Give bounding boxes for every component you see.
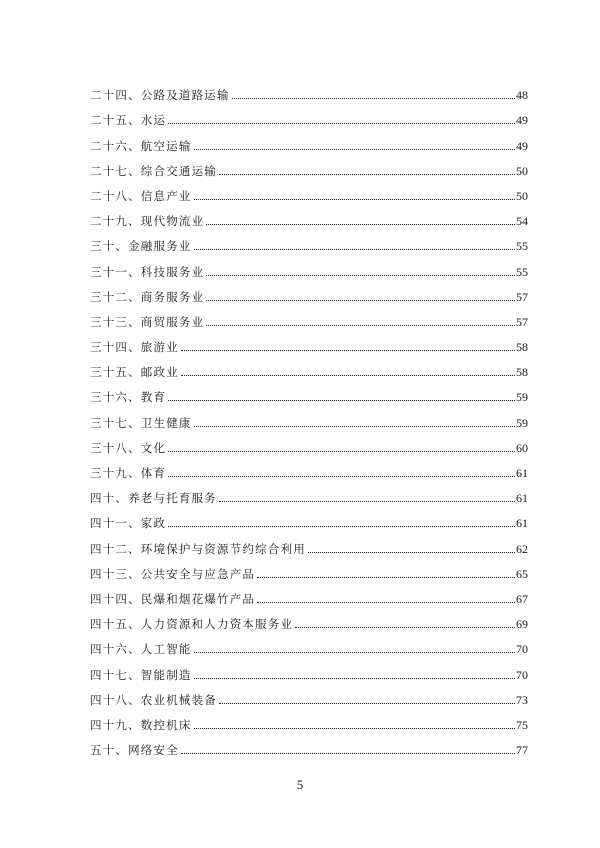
dot-leader bbox=[308, 552, 515, 553]
toc-entry-title: 四十一、家政 bbox=[90, 516, 167, 531]
toc-entry-page: 57 bbox=[516, 289, 528, 304]
dot-leader bbox=[168, 476, 515, 477]
toc-entry-page: 50 bbox=[516, 163, 528, 178]
dot-leader bbox=[206, 275, 515, 276]
dot-leader bbox=[194, 199, 515, 200]
toc-entry-title: 四十三、公共安全与应急产品 bbox=[90, 566, 256, 581]
toc-entry-page: 61 bbox=[516, 466, 528, 480]
dot-leader bbox=[194, 728, 515, 729]
toc-entry[interactable] bbox=[90, 228, 528, 253]
dot-leader bbox=[181, 350, 515, 351]
toc-entry-page: 59 bbox=[516, 390, 528, 405]
toc-entry-page: 49 bbox=[516, 113, 528, 128]
toc-entry-page: 49 bbox=[516, 138, 528, 153]
dot-leader bbox=[194, 426, 515, 427]
toc-entry[interactable] bbox=[90, 178, 528, 203]
toc-entry-title: 三十二、商务服务业 bbox=[90, 289, 205, 304]
toc-entry[interactable] bbox=[90, 656, 528, 681]
dot-leader bbox=[295, 627, 515, 628]
toc-entry-page: 73 bbox=[516, 692, 528, 707]
toc-entry-title: 三十七、卫生健康 bbox=[90, 415, 192, 430]
toc-entry[interactable] bbox=[90, 304, 528, 329]
dot-leader bbox=[219, 174, 515, 175]
dot-leader bbox=[194, 149, 515, 150]
toc-entry-title: 四十九、数控机床 bbox=[90, 717, 192, 732]
dot-leader bbox=[232, 98, 515, 99]
toc-entry-page: 55 bbox=[516, 264, 528, 279]
toc-entry[interactable] bbox=[90, 153, 528, 178]
dot-leader bbox=[194, 678, 515, 679]
toc-entry-title: 二十五、水运 bbox=[90, 113, 167, 128]
toc-entry-page: 77 bbox=[516, 743, 528, 758]
toc-entry-page: 69 bbox=[516, 617, 528, 632]
toc-entry-title: 四十五、人力资源和人力资本服务业 bbox=[90, 617, 294, 632]
dot-leader bbox=[194, 652, 515, 653]
toc-entry-title: 三十五、邮政业 bbox=[90, 365, 179, 380]
toc-entry-title: 二十八、信息产业 bbox=[90, 188, 192, 203]
toc-entry[interactable] bbox=[90, 530, 528, 555]
toc-entry-page: 59 bbox=[516, 415, 528, 430]
toc-entry-title: 五十、网络安全 bbox=[90, 743, 179, 758]
toc-entry-title: 二十六、航空运输 bbox=[90, 138, 192, 153]
toc-entry[interactable] bbox=[90, 732, 528, 757]
dot-leader bbox=[194, 249, 515, 250]
dot-leader bbox=[181, 375, 515, 376]
toc-entry-title: 三十四、旅游业 bbox=[90, 340, 179, 355]
toc-entry-title: 四十四、民爆和烟花爆竹产品 bbox=[90, 591, 256, 606]
toc-entry-title: 三十六、教育 bbox=[90, 390, 167, 405]
toc-entry-title: 三十九、体育 bbox=[90, 466, 167, 480]
toc-entry-title: 二十四、公路及道路运输 bbox=[90, 88, 230, 103]
toc-entry-title: 四十、养老与托育服务 bbox=[90, 491, 217, 506]
toc-entry-title: 三十一、科技服务业 bbox=[90, 264, 205, 279]
toc-entry-page: 55 bbox=[516, 239, 528, 254]
toc-entry-page: 58 bbox=[516, 365, 528, 380]
toc-entry[interactable] bbox=[90, 606, 528, 631]
toc-entry[interactable] bbox=[90, 354, 528, 379]
toc-entry-page: 70 bbox=[516, 667, 528, 682]
toc-entry-page: 67 bbox=[516, 591, 528, 606]
page-number: 5 bbox=[296, 777, 304, 792]
table-of-contents bbox=[90, 77, 528, 757]
dot-leader bbox=[219, 703, 515, 704]
toc-entry-page: 57 bbox=[516, 314, 528, 329]
toc-entry-page: 50 bbox=[516, 188, 528, 203]
toc-entry[interactable] bbox=[90, 455, 528, 480]
dot-leader bbox=[168, 451, 515, 452]
toc-entry[interactable] bbox=[90, 682, 528, 707]
dot-leader bbox=[168, 123, 515, 124]
dot-leader bbox=[181, 753, 515, 754]
toc-entry-page: 70 bbox=[516, 642, 528, 657]
toc-entry-title: 四十二、环境保护与资源节约综合利用 bbox=[90, 541, 306, 556]
toc-entry-title: 三十八、文化 bbox=[90, 440, 167, 455]
toc-entry[interactable] bbox=[90, 203, 528, 228]
toc-entry[interactable] bbox=[90, 379, 528, 404]
dot-leader bbox=[206, 224, 515, 225]
toc-entry[interactable] bbox=[90, 430, 528, 455]
toc-entry-page: 60 bbox=[516, 440, 528, 455]
toc-entry[interactable] bbox=[90, 404, 528, 429]
dot-leader bbox=[168, 400, 515, 401]
toc-entry[interactable] bbox=[90, 279, 528, 304]
toc-entry[interactable] bbox=[90, 329, 528, 354]
toc-entry[interactable] bbox=[90, 707, 528, 732]
toc-entry-page: 58 bbox=[516, 340, 528, 355]
toc-entry-title: 四十六、人工智能 bbox=[90, 642, 192, 657]
toc-entry[interactable] bbox=[90, 127, 528, 152]
toc-entry[interactable] bbox=[90, 631, 528, 656]
dot-leader bbox=[219, 501, 515, 502]
dot-leader bbox=[206, 300, 515, 301]
toc-entry-page: 62 bbox=[516, 541, 528, 556]
toc-entry[interactable] bbox=[90, 505, 528, 530]
toc-entry[interactable] bbox=[90, 480, 528, 505]
dot-leader bbox=[206, 325, 515, 326]
toc-entry-page: 54 bbox=[516, 214, 528, 229]
toc-entry-title: 三十三、商贸服务业 bbox=[90, 314, 205, 329]
toc-entry-title: 四十八、农业机械装备 bbox=[90, 692, 217, 707]
toc-entry[interactable] bbox=[90, 581, 528, 606]
toc-entry[interactable] bbox=[90, 556, 528, 581]
dot-leader bbox=[257, 602, 515, 603]
toc-entry[interactable] bbox=[90, 253, 528, 278]
toc-entry-title: 二十七、综合交通运输 bbox=[90, 163, 217, 178]
dot-leader bbox=[257, 577, 515, 578]
toc-entry-page: 65 bbox=[516, 566, 528, 581]
toc-entry[interactable] bbox=[90, 77, 528, 102]
toc-entry-page: 48 bbox=[516, 88, 528, 103]
toc-entry[interactable] bbox=[90, 102, 528, 127]
toc-entry-page: 61 bbox=[516, 516, 528, 531]
dot-leader bbox=[168, 526, 515, 527]
toc-entry-page: 75 bbox=[516, 717, 528, 732]
toc-entry-page: 61 bbox=[516, 491, 528, 506]
toc-entry-title: 二十九、现代物流业 bbox=[90, 214, 205, 229]
toc-entry-title: 四十七、智能制造 bbox=[90, 667, 192, 682]
toc-entry-title: 三十、金融服务业 bbox=[90, 239, 192, 254]
